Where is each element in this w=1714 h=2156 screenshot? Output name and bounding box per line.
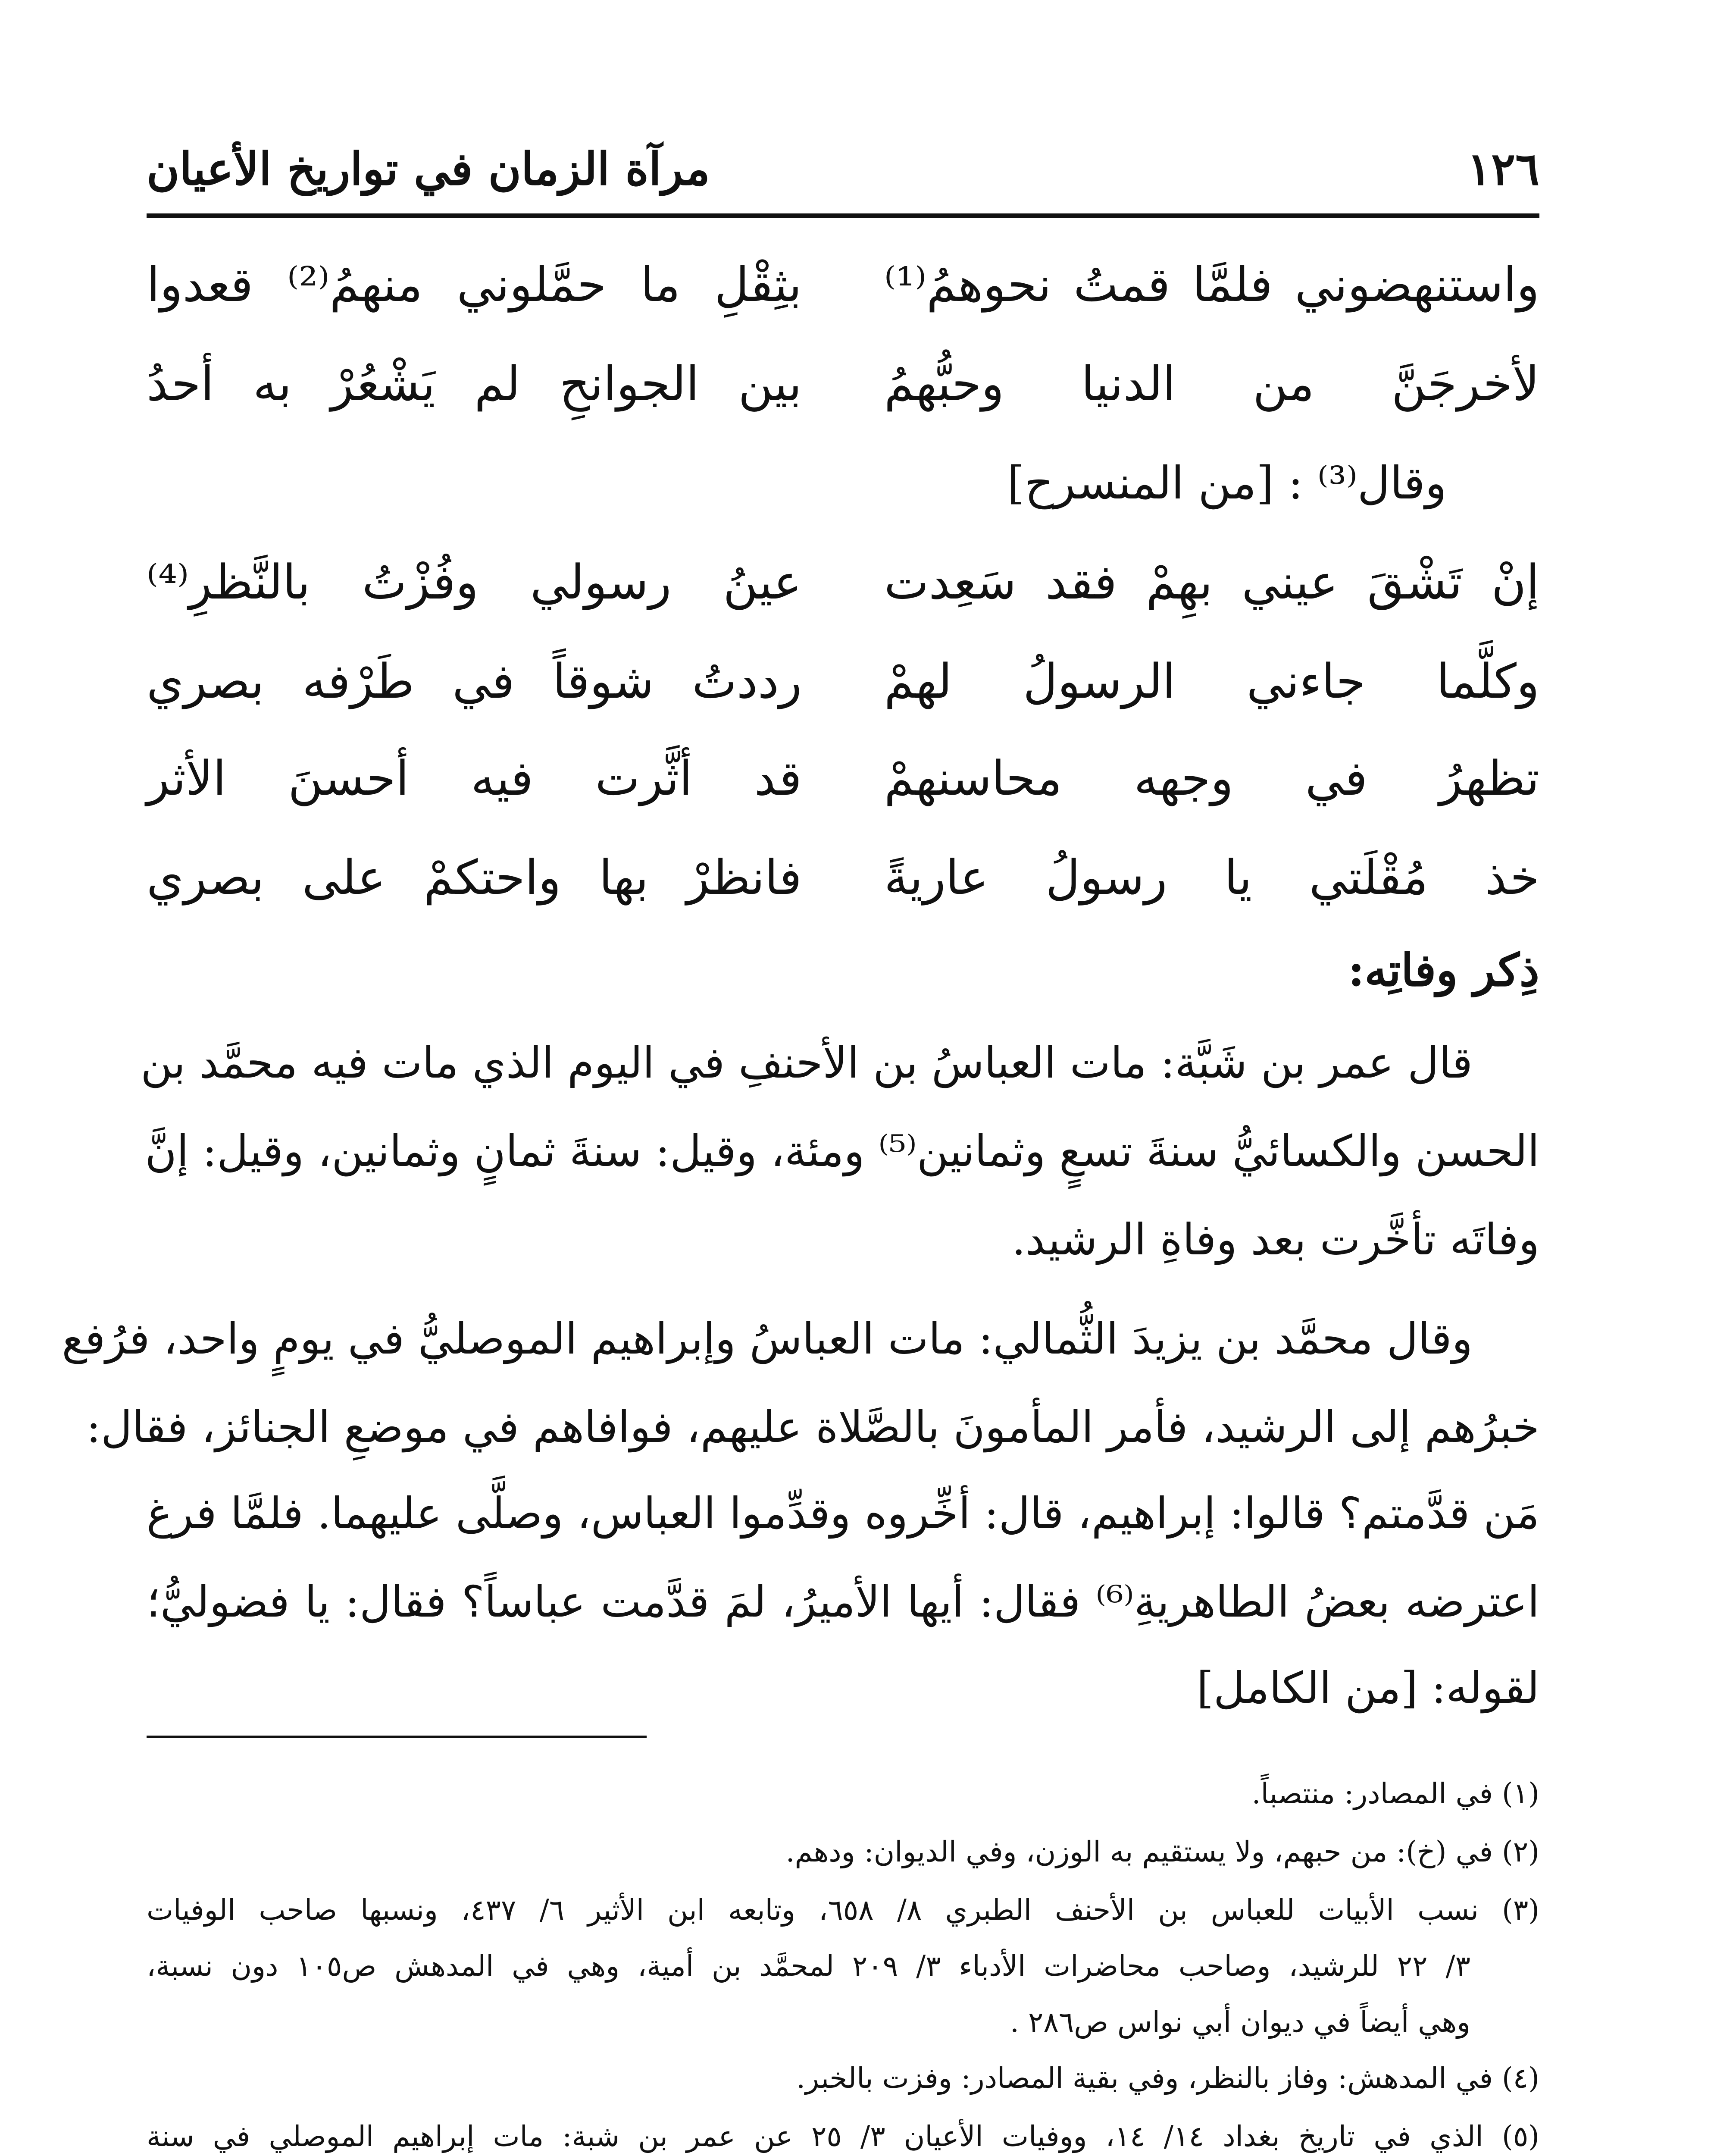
verse-first-hemistich: تظهرُ في وجهه محاسنهمْ xyxy=(884,751,1539,806)
paragraph-line: مَن قدَّمتم؟ قالوا: إبراهيم، قال: أخِّروه وقدِّموا العباس، وصلَّى عليهما. فلمَّا فرغ xyxy=(147,1488,1539,1539)
paragraph-line: لقوله: [من الكامل] xyxy=(1196,1663,1539,1713)
poem-intro: وقال⁽³⁾ : [من المنسرح] xyxy=(1007,457,1447,509)
verse-line xyxy=(147,241,1539,328)
paragraph-line: الحسن والكسائيُّ سنةَ تسعٍ وثمانين⁽⁵⁾ ومئة، وقيل: سنةَ ثمانٍ وثمانين، وقيل: إنَّ xyxy=(145,1126,1539,1176)
verse-first-hemistich: لأخرجَنَّ من الدنيا وحبُّهمُ xyxy=(884,356,1539,411)
running-title: مرآة الزمان في تواريخ الأعيان xyxy=(147,142,710,195)
verse-second-hemistich: قد أثَّرت فيه أحسنَ الأثر xyxy=(147,751,802,806)
verse-line xyxy=(147,539,1539,625)
verse-second-hemistich: بين الجوانحِ لم يَشْعُرْ به أحدُ xyxy=(147,356,802,411)
paragraph-line: وفاتَه تأخَّرت بعد وفاةِ الرشيد. xyxy=(1012,1214,1539,1265)
verse-first-hemistich: وكلَّما جاءني الرسولُ لهمْ xyxy=(884,654,1539,709)
paragraph-line: وقال محمَّد بن يزيدَ الثُّمالي: مات العباسُ وإبراهيم الموصليُّ في يومٍ واحد، فرُفع xyxy=(62,1313,1473,1364)
verse-second-hemistich: عينُ رسولي وفُزْتُ بالنَّظرِ⁽⁴⁾ xyxy=(147,555,802,610)
paragraph-line: قال عمر بن شَبَّة: مات العباسُ بن الأحنفِ في اليوم الذي مات فيه محمَّد بن xyxy=(141,1037,1473,1088)
footnote: (٢) في (خ): من حبهم، ولا يستقيم به الوزن، وفي الديوان: ودهم. xyxy=(785,1835,1539,1868)
verse-second-hemistich: فانظرْ بها واحتكمْ على بصري xyxy=(147,850,802,905)
verse-line xyxy=(147,834,1539,921)
page-header xyxy=(147,129,1539,224)
footnote: (١) في المصادر: منتصباً. xyxy=(1251,1777,1539,1810)
verse-first-hemistich: خذ مُقْلَتي يا رسولُ عاريةً xyxy=(884,850,1539,905)
verse-first-hemistich: واستنهضوني فلمَّا قمتُ نحوهمُ⁽¹⁾ xyxy=(884,257,1539,312)
page-number: ١٢٦ xyxy=(1467,142,1539,195)
footnote: (٤) في المدهش: وفاز بالنظر، وفي بقية المصادر: وفزت بالخبر. xyxy=(796,2062,1539,2095)
verse-second-hemistich: بثِقْلِ ما حمَّلوني منهمُ⁽²⁾ قعدوا xyxy=(147,257,802,312)
verse-second-hemistich: رددتُ شوقاً في طَرْفه بصري xyxy=(147,654,802,709)
footnote-continuation: ٣/ ٢٢ للرشيد، وصاحب محاضرات الأدباء ٣/ ٢٠٩ لمحمَّد بن أمية، وهي في المدهش ص١٠٥ دون نسبة، xyxy=(147,1949,1471,1983)
verse-line xyxy=(147,341,1539,427)
verse-first-hemistich: إنْ تَشْقَ عيني بهِمْ فقد سَعِدت xyxy=(884,555,1539,610)
paragraph-line: اعترضه بعضُ الطاهريةِ⁽⁶⁾ فقال: أيها الأميرُ، لمَ قدَّمت عباساً؟ فقال: يا فضوليُّ؛ xyxy=(147,1576,1539,1627)
header-rule xyxy=(147,213,1539,218)
footnote: (٣) نسب الأبيات للعباس بن الأحنف الطبري ٨/ ٦٥٨، وتابعه ابن الأثير ٦/ ٤٣٧، ونسبها صاحب الوفيات xyxy=(147,1893,1540,1927)
paragraph-line: خبرُهم إلى الرشيد، فأمر المأمونَ بالصَّلاة عليهم، فوافاهم في موضعِ الجنائز، فقال: xyxy=(86,1402,1539,1452)
footnote-continuation: وهي أيضاً في ديوان أبي نواس ص٢٨٦ . xyxy=(1010,2006,1470,2039)
section-heading: ذِكر وفاتِه: xyxy=(1348,943,1539,997)
footnote-rule xyxy=(147,1736,647,1738)
verse-line xyxy=(147,638,1539,724)
footnote: (٥) الذي في تاريخ بغداد ١٤/ ١٤، ووفيات الأعيان ٣/ ٢٥ عن عمر بن شبة: مات إبراهيم الموصلي في سنة xyxy=(147,2120,1540,2153)
verse-line xyxy=(147,735,1539,821)
